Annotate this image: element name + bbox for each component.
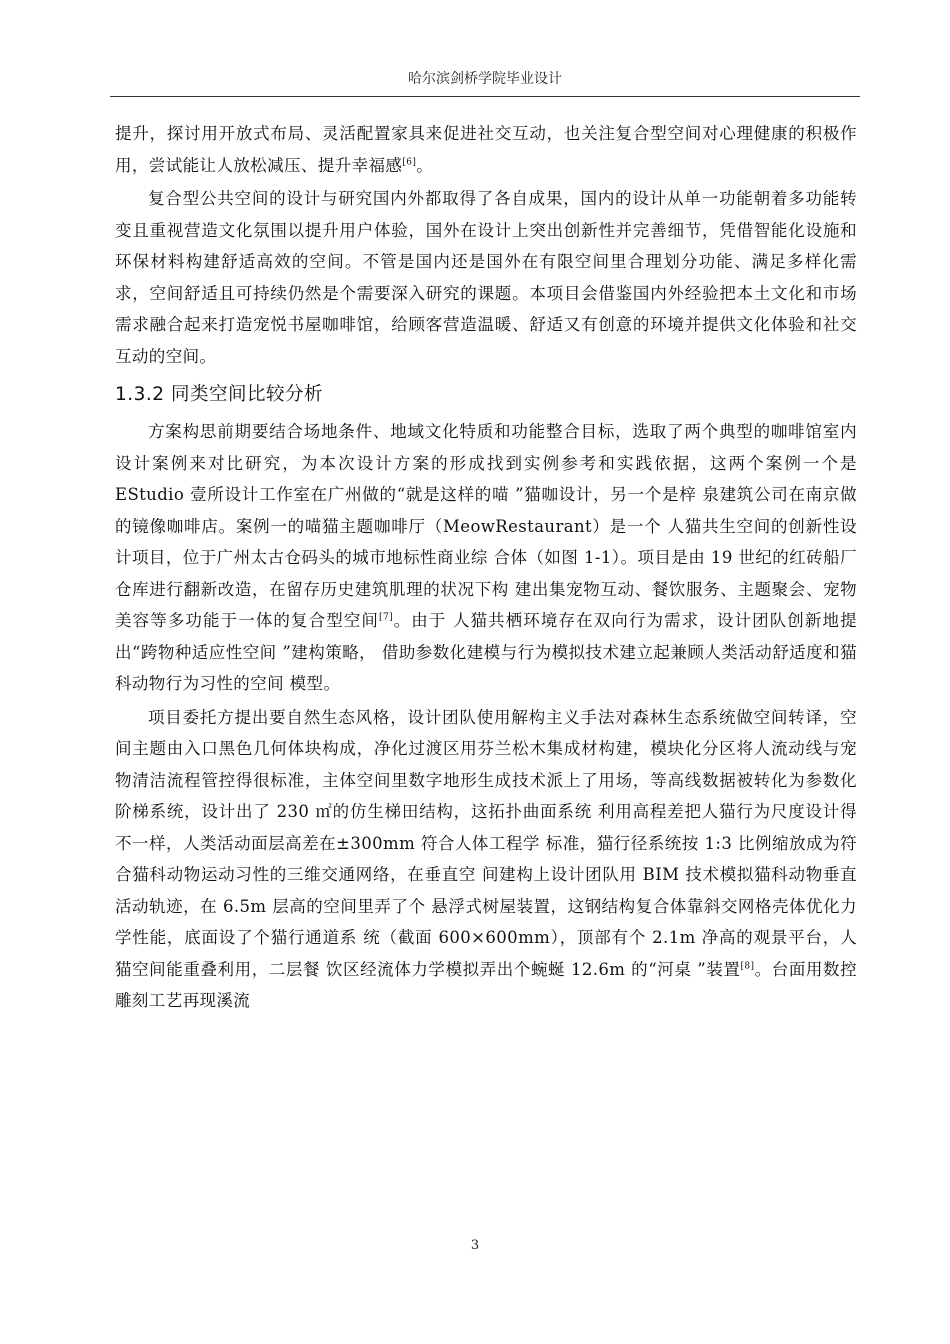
paragraph-3-rest: 。由于 人猫共栖环境存在双向行为需求，设计团队创新地提出“跨物种适应性空间 ”建构策略， 借助参数化建模与行为模拟技术建立起兼顾人类活动舒适度和猫科动物行为习性的空间 模型。 (115, 611, 858, 693)
paragraph-4 (115, 702, 857, 1017)
body-content (115, 118, 857, 1017)
header-rule (110, 96, 860, 97)
section-heading: 1.3.2 同类空间比较分析 (115, 384, 323, 405)
paragraph-1 (115, 118, 857, 181)
citation-8: [8] (740, 961, 755, 971)
paragraph-3 (115, 416, 857, 700)
page-number: 3 (470, 1238, 480, 1253)
paragraph-1-end: 。 (416, 155, 434, 175)
paragraph-4-rest: 。台面用数控雕刻工艺再现溪流 (115, 959, 857, 1010)
page-header: 哈尔滨剑桥学院毕业设计 (408, 71, 562, 87)
paragraph-1-text: 提升，探讨用开放式布局、灵活配置家具来促进社交互动，也关注复合型空间对心理健康的积极作用，尝试能让人放松减压、提升幸福感 (115, 124, 857, 175)
paragraph-2 (115, 183, 857, 372)
citation-6: [6] (402, 157, 417, 167)
citation-7: [7] (379, 612, 393, 623)
paragraph-4-text: 项目委托方提出要自然生态风格，设计团队使用解构主义手法对森林生态系统做空间转译，空间主题由入口黑色几何体块构成，净化过渡区用芬兰松木集成材构建，模块化分区将人流动线与宠物清洁流程管控得很标准，主体空间里数字地形生成技术派上了用场，等高线数据被转化为参数化阶梯系统，设计出了 230 ㎡的仿生梯田结构，这拓扑曲面系统 利用高程差把人猫行为尺度设计得不一样，人类活动面层高差在±300mm 符合人体工程学 标准，猫行径系统按 1:3 比例缩放成为符合猫科动物运动习性的三维交通网络，在垂直空 间建构上设计团队用 BIM 技术模拟猫科动物垂直活动轨迹，在 6.5m 层高的空间里弄了个 悬浮式树屋装置，这钢结构复合体靠斜交网格壳体优化力学性能，底面设了个猫行通道系 统（截面 600×600mm），顶部有个 2.1m 净高的观景平台，人猫空间能重叠利用，二层餐 饮区经流体力学模拟弄出个蜿蜒 12.6m 的“河桌 ”装置 (115, 707, 857, 979)
paragraph-3-text: 方案构思前期要结合场地条件、地域文化特质和功能整合目标，选取了两个典型的咖啡馆室内设计案例来对比研究，为本次设计方案的形成找到实例参考和实践依据，这两个案例一个是 EStudio 壹所设计工作室在广州做的“就是这样的喵 ”猫咖设计，另一个是梓 泉建筑公司在南京做的镜像咖啡店。案例一的喵猫主题咖啡厅（MeowRestaurant）是一个 人猫共生空间的创新性设计项目，位于广州太古仓码头的城市地标性商业综 合体（如图 1-1）。项目是由 19 世纪的红砖船厂仓库进行翻新改造，在留存历史建筑肌理的状况下构 建出集宠物互动、餐饮服务、主题聚会、宠物美容等多功能于一体的复合型空间 (115, 422, 857, 630)
paragraph-2-text: 复合型公共空间的设计与研究国内外都取得了各自成果，国内的设计从单一功能朝着多功能转变且重视营造文化氛围以提升用户体验，国外在设计上突出创新性并完善细节，凭借智能化设施和环保材料构建舒适高效的空间。不管是国内还是国外在有限空间里合理划分功能、满足多样化需求，空间舒适且可持续仍然是个需要深入研究的课题。本项目会借鉴国内外经验把本土文化和市场需求融合起来打造宠悦书屋咖啡馆，给顾客营造温暖、舒适又有创意的环境并提供文化体验和社交互动的空间。 (115, 189, 857, 366)
